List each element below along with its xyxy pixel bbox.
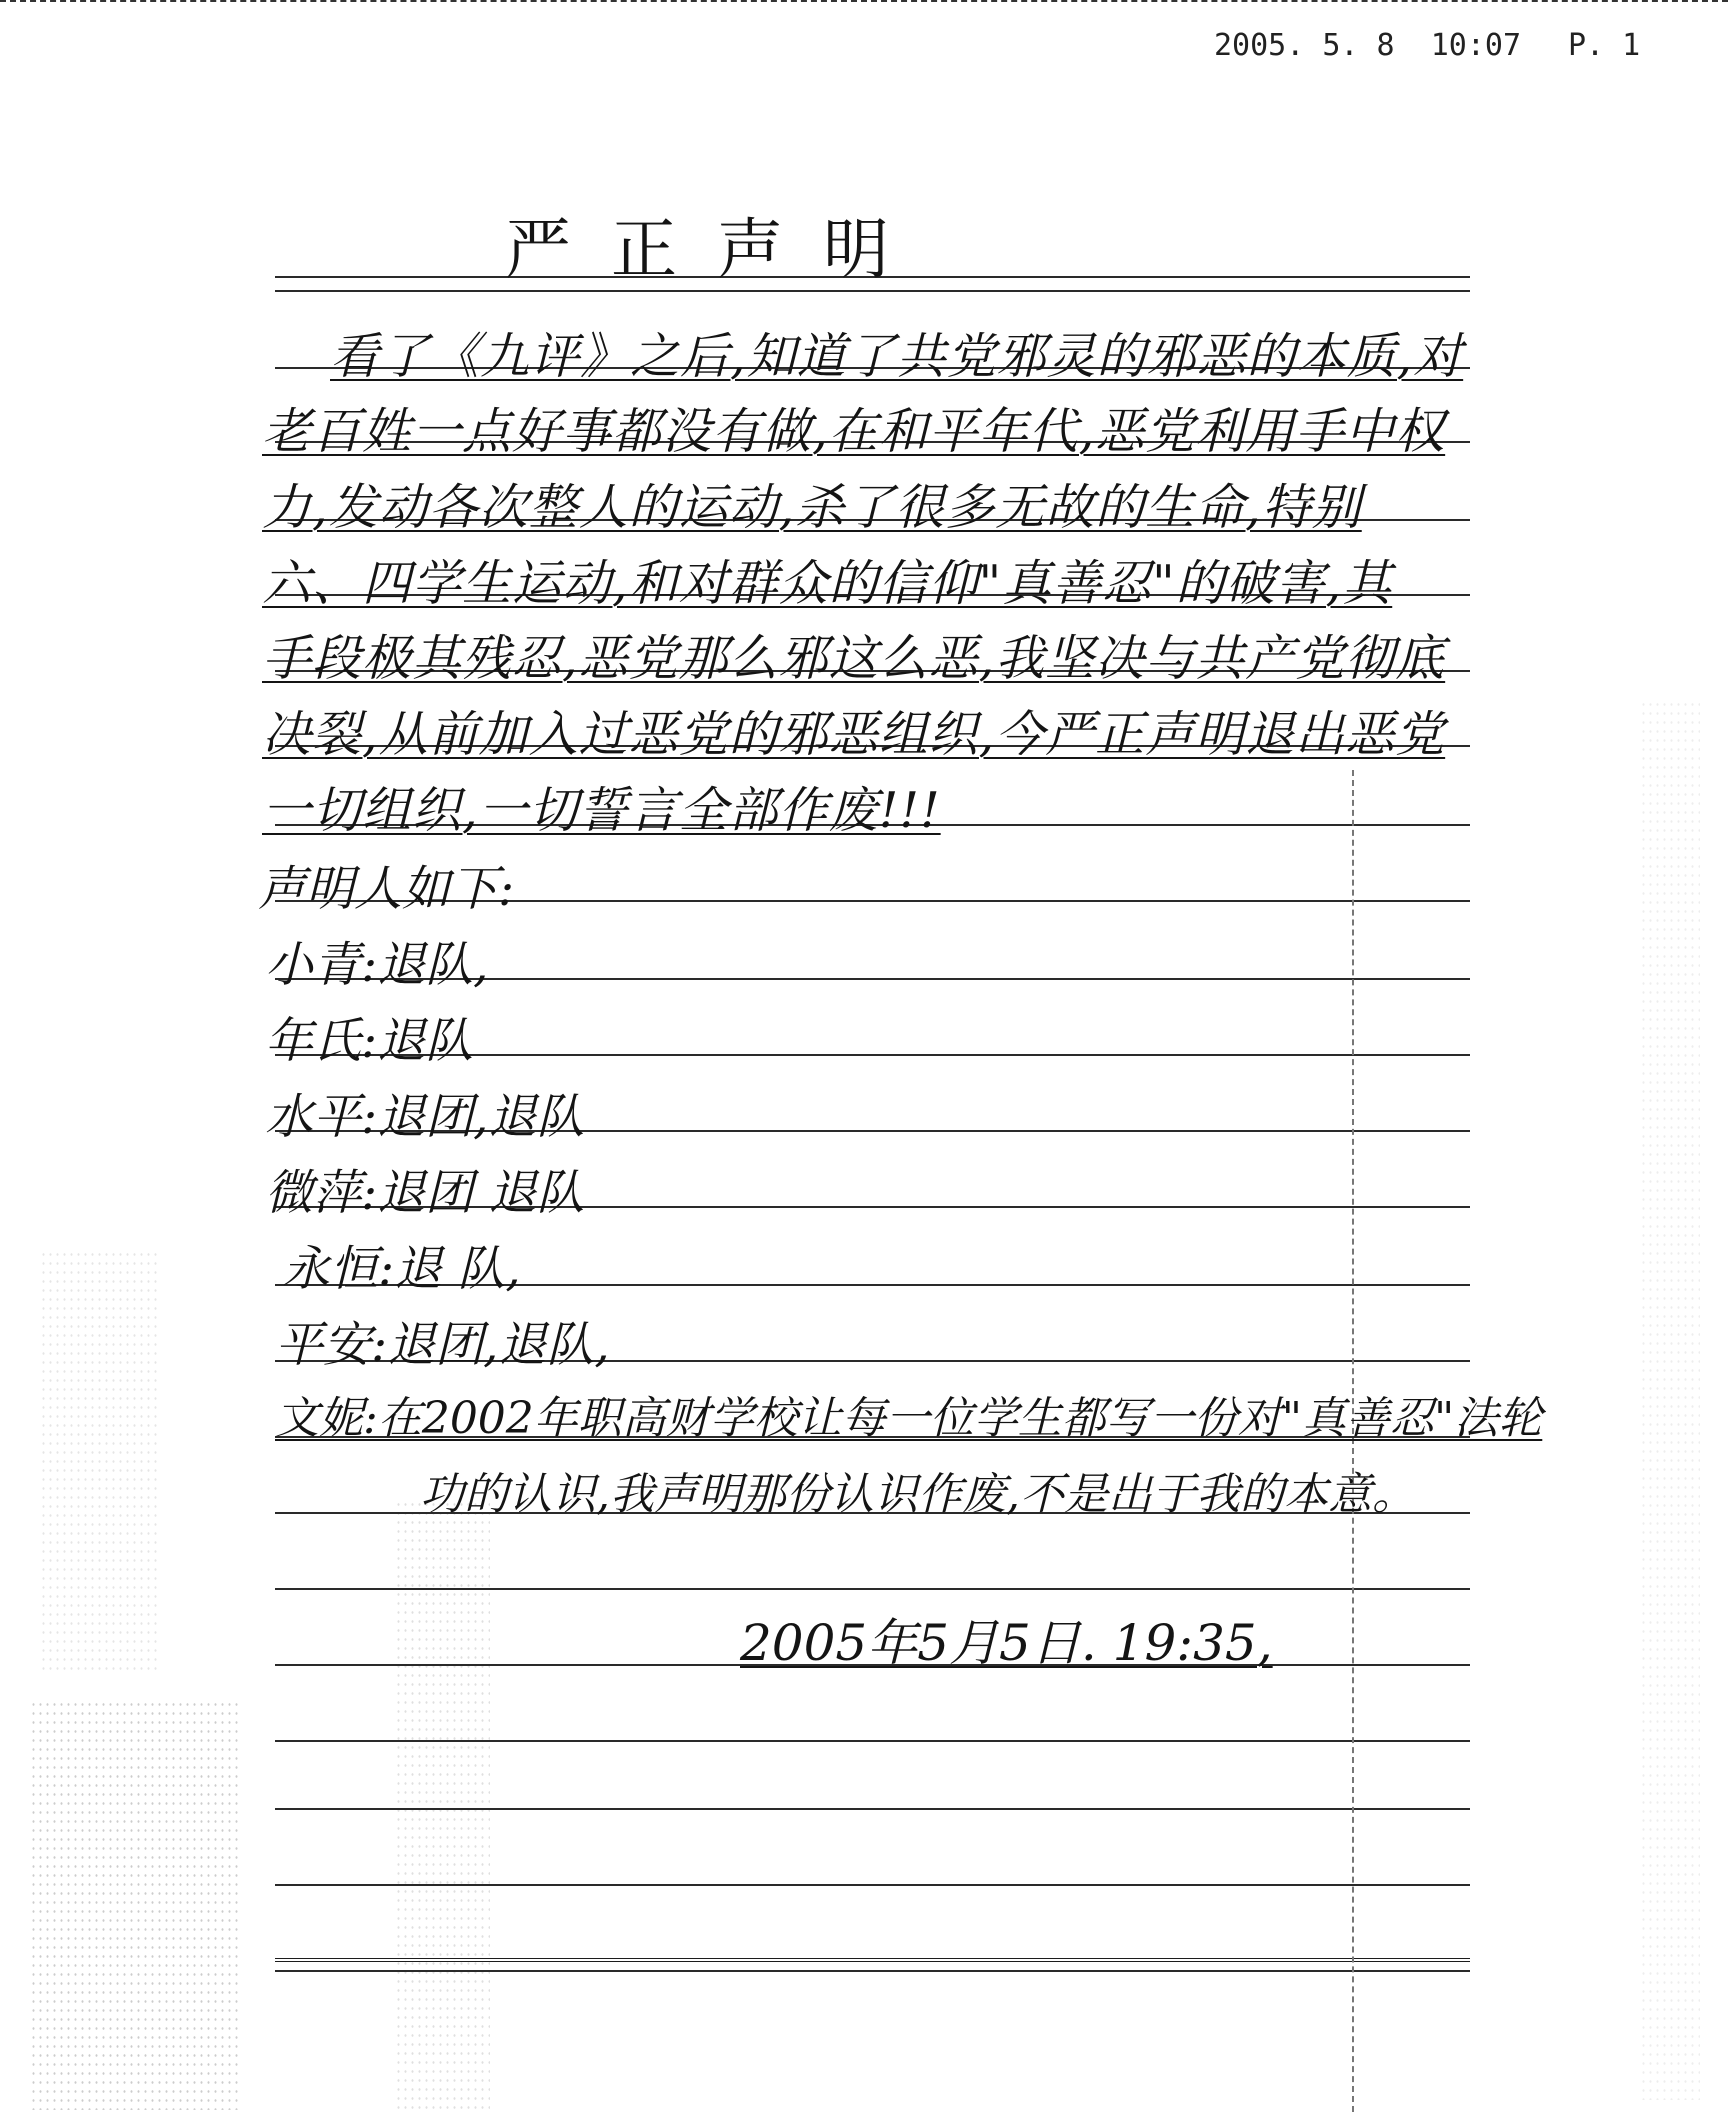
declarants-heading: 声明人如下: <box>258 861 515 917</box>
declarant-line-5: 永恒:退 队, <box>282 1241 521 1297</box>
declarant-line-4: 微萍:退团 退队 <box>265 1165 585 1221</box>
ruled-line <box>275 1808 1470 1810</box>
body-line-2: 老百姓一点好事都没有做,在和平年代,恶党利用手中权 <box>262 403 1446 460</box>
scan-noise-center <box>395 1500 490 2110</box>
body-line-5: 手段极其残忍,恶党那么邪这么恶,我坚决与共产党彻底 <box>262 630 1446 687</box>
body-line-7: 一切组织,一切誓言全部作废!!! <box>262 782 941 839</box>
declarant-line-3: 水平:退团,退队 <box>265 1089 585 1145</box>
declarant-line-2: 年氏:退队 <box>265 1013 474 1069</box>
scan-noise-left <box>30 1700 240 2110</box>
fax-timestamp: 2005. 5. 8 10:07 <box>1214 28 1522 63</box>
ruled-line <box>275 1588 1470 1590</box>
date-line: 2005年5月5日. 19:35, <box>740 1614 1273 1672</box>
ruled-line <box>275 1740 1470 1742</box>
body-line-1: 看了《九评》之后,知道了共党邪灵的邪恶的本质,对 <box>330 328 1464 385</box>
ruled-line-double <box>275 1958 1470 1965</box>
ruled-line <box>275 1884 1470 1886</box>
declarant-line-6: 平安:退团,退队, <box>275 1317 610 1373</box>
declarant-line-7: 文妮:在2002年职高财学校让每一位学生都写一份对"真善忍"法轮 <box>275 1393 1543 1444</box>
document-title: 严正声明 <box>505 211 929 288</box>
scan-noise-left-upper <box>40 1250 160 1670</box>
body-line-6: 决裂,从前加入过恶党的邪恶组织,今严正声明退出恶党 <box>262 706 1446 763</box>
declarant-line-8: 功的认识,我声明那份认识作废,不是出于我的本意。 <box>420 1469 1416 1520</box>
fax-page-number: P. 1 <box>1568 28 1641 63</box>
ruled-line <box>275 1970 1470 1972</box>
scan-noise-right <box>1640 700 1700 2100</box>
body-line-3: 力,发动各次整人的运动,杀了很多无故的生命,特别 <box>262 479 1362 536</box>
body-line-4: 六、四学生运动,和对群众的信仰"真善忍"的破害,其 <box>262 555 1393 612</box>
declarant-line-1: 小青:退队, <box>265 937 489 993</box>
